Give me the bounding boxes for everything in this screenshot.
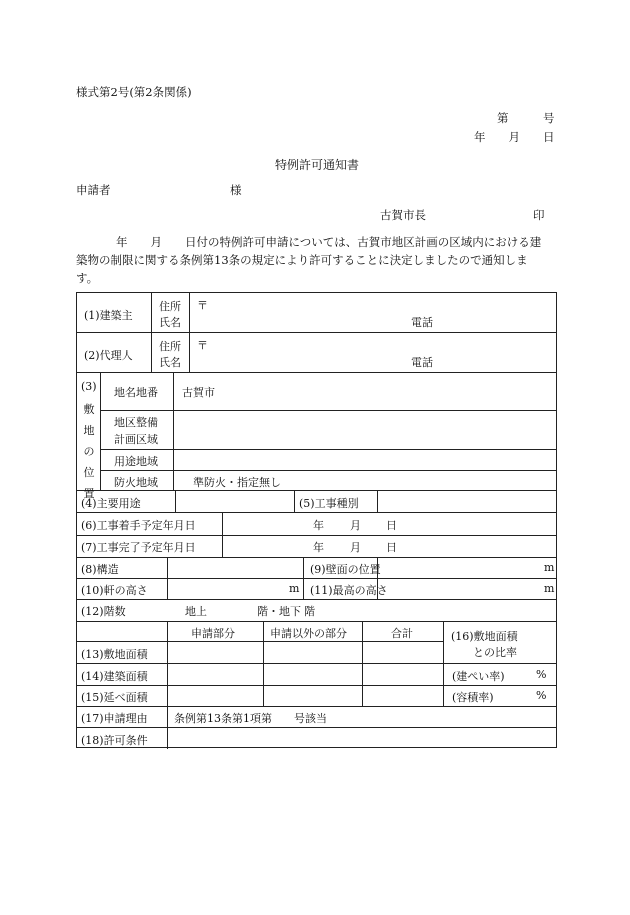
end-date-year: 年 (313, 541, 324, 554)
far-percent: % (536, 689, 547, 702)
vertical-char: 位 (83, 466, 95, 479)
far-label: (容積率) (452, 691, 494, 704)
start-date-month: 月 (350, 519, 361, 532)
owner-label: (1)建築主 (84, 309, 133, 322)
reason-value: 条例第13条第1項第 号該当 (174, 712, 327, 725)
issuer: 古賀市長 (380, 208, 426, 222)
floors-end-label: 階 (304, 605, 315, 618)
site-ratio-label-1: (16)敷地面積 (451, 630, 518, 643)
vertical-char: 置 (83, 487, 95, 500)
body-line-3: す。 (76, 271, 99, 285)
vertical-char: 敷 (83, 403, 95, 416)
site-ratio-label-2: との比率 (473, 646, 517, 659)
form-number: 様式第2号(第2条関係) (76, 85, 192, 99)
coverage-percent: % (536, 668, 547, 681)
agent-phone-label: 電話 (411, 356, 433, 369)
end-date-day: 日 (386, 541, 397, 554)
start-date-day: 日 (386, 519, 397, 532)
coverage-label: (建ぺい率) (452, 670, 505, 683)
owner-name-label: 氏名 (159, 316, 181, 329)
agent-label: (2)代理人 (84, 349, 133, 362)
start-date-label: (6)工事着手予定年月日 (81, 519, 196, 532)
page-title: 特例許可通知書 (275, 158, 360, 172)
owner-phone-label: 電話 (411, 316, 433, 329)
fire-zone-label: 防火地域 (114, 476, 158, 489)
seal-mark: 印 (533, 208, 545, 222)
eave-height-unit: m (289, 582, 300, 595)
applicant-label: 申請者 (76, 183, 111, 197)
col-other-header: 申請以外の部分 (270, 627, 347, 640)
agent-postal-mark: 〒 (197, 339, 208, 352)
work-type-label: (5)工事種別 (299, 497, 359, 510)
vertical-char: 地 (83, 424, 95, 437)
document-date: 年 月 日 (474, 130, 555, 144)
owner-address-label: 住所 (159, 300, 181, 313)
owner-postal-mark: 〒 (197, 299, 208, 312)
conditions-label: (18)許可条件 (81, 734, 148, 747)
col-total-header: 合計 (391, 627, 413, 640)
max-height-label: (11)最高の高さ (310, 584, 388, 597)
col-apply-header: 申請部分 (191, 627, 235, 640)
reason-label: (17)申請理由 (81, 712, 148, 725)
site-area-label: (13)敷地面積 (81, 648, 148, 661)
agent-name-label: 氏名 (159, 356, 181, 369)
notice-body (76, 233, 558, 287)
body-line-2: 築物の制限に関する条例第13条の規定により許可することに決定しましたので通知しま (76, 253, 528, 267)
lot-number-value: 古賀市 (182, 386, 215, 399)
lot-number-label: 地名地番 (114, 386, 158, 399)
site-location-number: (3) (81, 380, 97, 393)
floors-above-label: 地上 (185, 605, 207, 618)
floors-label: (12)階数 (81, 605, 126, 618)
end-date-label: (7)工事完了予定年月日 (81, 541, 196, 554)
document-number: 第 号 (497, 111, 555, 125)
vertical-char: の (83, 445, 95, 458)
body-line-1: 年 月 日付の特例許可申請については、古賀市地区計画の区域内における建 (116, 235, 542, 249)
site-location-vertical-label (81, 399, 97, 504)
applicant-suffix: 様 (230, 183, 242, 197)
district-plan-label-2: 計画区域 (114, 433, 158, 446)
eave-height-label: (10)軒の高さ (81, 584, 148, 597)
use-zone-label: 用途地域 (114, 455, 158, 468)
end-date-month: 月 (350, 541, 361, 554)
start-date-year: 年 (313, 519, 324, 532)
fire-zone-value: 準防火・指定無し (193, 476, 281, 489)
structure-label: (8)構造 (81, 563, 119, 576)
floors-mid-label: 階・地下 (257, 605, 301, 618)
building-area-label: (14)建築面積 (81, 670, 148, 683)
floor-area-label: (15)延べ面積 (81, 691, 148, 704)
district-plan-label-1: 地区整備 (114, 416, 158, 429)
main-use-label: (4)主要用途 (81, 497, 141, 510)
permit-form-table (76, 292, 557, 748)
agent-address-label: 住所 (159, 340, 181, 353)
wall-position-label: (9)壁面の位置 (310, 563, 381, 576)
max-height-unit: m (544, 582, 555, 595)
wall-position-unit: m (544, 561, 555, 574)
